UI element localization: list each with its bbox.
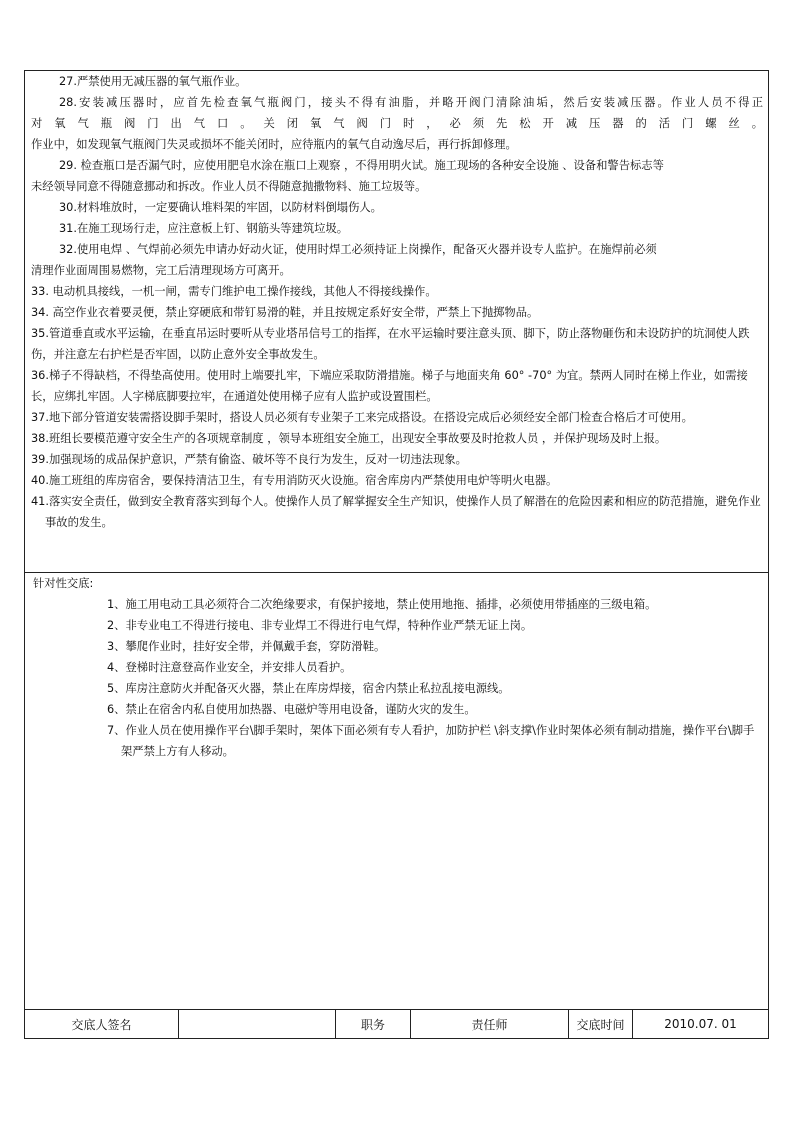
targeted-item-6: 6、禁止在宿舍内私自使用加热器、电磁炉等用电设备，谨防火灾的发生。 <box>107 703 476 716</box>
targeted-item-5: 5、库房注意防火并配备灭火器，禁止在库房焊接，宿舍内禁止私拉乱接电源线。 <box>107 682 510 695</box>
targeted-disclosure-section <box>25 573 768 1010</box>
clause-32-line-1: 32.使用电焊 、气焊前必须先申请办好动火证，使用时焊工必须持证上岗操作，配备灭火器并设专人监护。在施焊前必须 <box>59 243 657 256</box>
targeted-disclosure-title: 针对性交底: <box>33 577 94 590</box>
targeted-item-1: 1、施工用电动工具必须符合二次绝缘要求，有保护接地，禁止使用地拖、插排，必须使用带插座的三级电箱。 <box>107 598 657 611</box>
clause-29-line-1: 29. 检查瓶口是否漏气时，应使用肥皂水涂在瓶口上观察 ，不得用明火试。施工现场的各种安全设施 、设备和警告标志等 <box>59 159 664 172</box>
disclosure-time-label: 交底时间 <box>569 1010 633 1038</box>
signer-value <box>179 1010 336 1038</box>
targeted-item-7: 7、作业人员在使用操作平台\脚手架时，架体下面必须有专人看护，加防护栏 \斜支撑\作业时架体必须有制动措施，操作平台\脚手架严禁上方有人移动。 <box>107 724 755 758</box>
clause-36: 36.梯子不得缺档，不得垫高使用。使用时上端要扎牢，下端应采取防滑措施。梯子与地面夹角 60° -70° 为宜。禁两人同时在梯上作业，如需接长，应绑扎牢固。人字梯底脚要拉牢，在通道处使用梯子应有人监护或设置围栏。 <box>31 369 748 403</box>
clause-39: 39.加强现场的成品保护意识，严禁有偷盗、破坏等不良行为发生，反对一切违法现象。 <box>31 453 467 466</box>
position-label: 职务 <box>336 1010 411 1038</box>
clause-35: 35.管道垂直或水平运输，在垂直吊运时要听从专业塔吊信号工的指挥，在水平运输时要注意头顶、脚下，防止落物砸伤和未设防护的坑洞使人跌伤，并注意左右护栏是否牢固，以防止意外安全事故发生。 <box>31 327 750 361</box>
clause-29-line-2: 未经领导同意不得随意挪动和拆改。作业人员不得随意抛撒物料、施工垃圾等。 <box>31 180 427 193</box>
targeted-item-2: 2、非专业电工不得进行接电、非专业焊工不得进行电气焊，特种作业严禁无证上岗。 <box>107 619 533 632</box>
clause-28-line-2: 对 氧 气 瓶 阀 门 出 气 口 。 关 闭 氧 气 阀 门 时 ， 必 须 先 松 开 减 压 器 的 活 门 螺 丝 。 <box>31 117 763 130</box>
clause-34: 34. 高空作业衣着要灵便，禁止穿硬底和带钉易滑的鞋，并且按规定系好安全带，严禁上下抛掷物品。 <box>31 306 539 319</box>
targeted-items-list <box>107 594 763 762</box>
clause-37: 37.地下部分管道安装需搭设脚手架时，搭设人员必须有专业架子工来完成搭设。在搭设完成后必须经安全部门检查合格后才可使用。 <box>31 411 693 424</box>
disclosure-form <box>24 70 769 1039</box>
clause-28-line-1: 28.安装减压器时，应首先检查氧气瓶阀门，接头不得有油脂，并略开阀门清除油垢，然后安装减压器。作业人员不得正 <box>59 96 763 109</box>
disclosure-time-value: 2010.07. 01 <box>664 1017 737 1031</box>
clause-27: 27.严禁使用无减压器的氧气瓶作业。 <box>59 75 247 88</box>
clause-28-line-3: 作业中，如发现氧气瓶阀门失灵或损坏不能关闭时，应待瓶内的氧气自动逸尽后，再行拆卸修理。 <box>31 138 517 151</box>
signer-label: 交底人签名 <box>25 1010 179 1038</box>
clause-33: 33. 电动机具接线，一机一闸，需专门维护电工操作接线，其他人不得接线操作。 <box>31 285 437 298</box>
clause-32-line-2: 清理作业面周围易燃物，完工后清理现场方可离开。 <box>31 264 291 277</box>
targeted-item-3: 3、攀爬作业时，挂好安全带，并佩戴手套，穿防滑鞋。 <box>107 640 386 653</box>
safety-clauses-list <box>31 71 763 533</box>
signature-row <box>25 1010 768 1038</box>
targeted-item-4: 4、登梯时注意登高作业安全，并安排人员看护。 <box>107 661 352 674</box>
clause-31: 31.在施工现场行走，应注意板上钉、钢筋头等建筑垃圾。 <box>59 222 349 235</box>
clause-38: 38.班组长要模范遵守安全生产的各项规章制度 ，领导本班组安全施工，出现安全事故要及时抢救人员 ，并保护现场及时上报。 <box>31 432 667 445</box>
position-value: 责任师 <box>411 1010 569 1038</box>
clause-41: 41.落实安全责任，做到安全教育落实到每个人。使操作人员了解掌握安全生产知识，使操作人员了解潜在的危险因素和相应的防范措施，避免作业事故的发生。 <box>31 495 761 529</box>
clause-40: 40.施工班组的库房宿舍，要保持清洁卫生，有专用消防灭火设施。宿舍库房内严禁使用电炉等明火电器。 <box>31 474 558 487</box>
clause-30: 30.材料堆放时，一定要确认堆料架的牢固，以防材料倒塌伤人。 <box>59 201 382 214</box>
safety-clauses-section <box>25 71 768 573</box>
